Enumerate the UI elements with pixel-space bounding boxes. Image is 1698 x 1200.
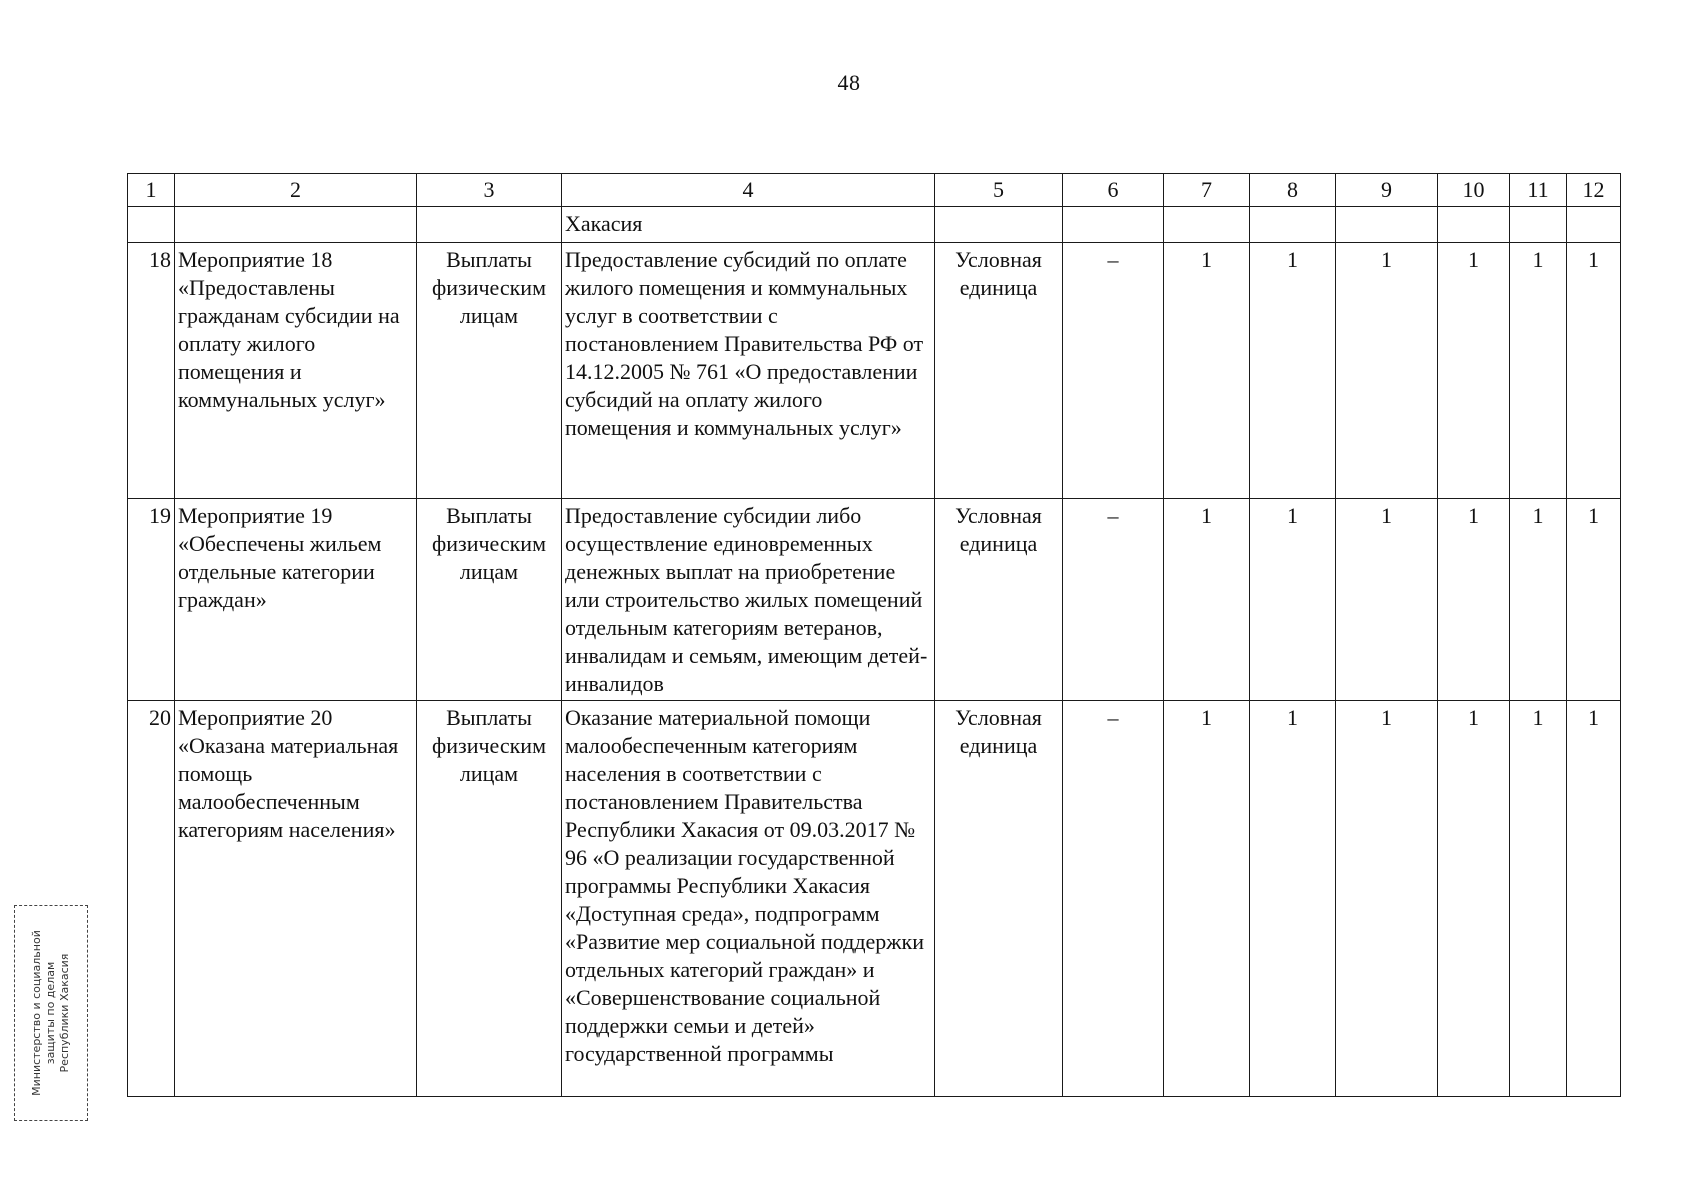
value-col10: 1 xyxy=(1438,701,1510,1097)
value-col12: 1 xyxy=(1567,701,1621,1097)
column-number: 3 xyxy=(417,174,562,207)
stamp-line: защиты по делам xyxy=(44,961,57,1065)
registration-stamp xyxy=(14,905,88,1121)
event-name: Мероприятие 20 «Оказана материальная помощь малообеспеченным категориям населения» xyxy=(175,701,417,1097)
value-col6: – xyxy=(1063,701,1164,1097)
value-col6: – xyxy=(1063,243,1164,499)
value-col8: 1 xyxy=(1250,701,1336,1097)
value-col7: 1 xyxy=(1164,499,1250,701)
value-col9: 1 xyxy=(1336,499,1438,701)
value-col11: 1 xyxy=(1510,701,1567,1097)
event-description: Предоставление субсидии либо осуществление единовременных денежных выплат на приобретение или строительство жилых помещений отдельным категориям ветеранов, инвалидам и семьям, имеющим детей-инвалидов xyxy=(562,499,935,701)
event-description: Оказание материальной помощи малообеспеченным категориям населения в соответствии с постановлением Правительства Республики Хакасия от 09.03.2017 № 96 «О реализации государственной программы Республики Хакасия «Доступная среда», подпрограмм «Развитие мер социальной поддержки отдельных категорий граждан» и «Совершенствование социальной поддержки семьи и детей» государственной программы xyxy=(562,701,935,1097)
table-row xyxy=(128,499,1621,701)
unit-of-measure: Условная единица xyxy=(935,243,1063,499)
column-number: 10 xyxy=(1438,174,1510,207)
value-col8: 1 xyxy=(1250,243,1336,499)
value-col9: 1 xyxy=(1336,701,1438,1097)
row-index: 20 xyxy=(128,701,175,1097)
value-col10: 1 xyxy=(1438,499,1510,701)
column-number: 4 xyxy=(562,174,935,207)
table-row xyxy=(128,701,1621,1097)
stamp-line: Республики Хакасия xyxy=(58,953,71,1073)
page-number: 48 xyxy=(837,70,861,95)
value-col11: 1 xyxy=(1510,499,1567,701)
value-col11: 1 xyxy=(1510,243,1567,499)
unit-of-measure: Условная единица xyxy=(935,701,1063,1097)
event-name: Мероприятие 18 «Предоставлены гражданам субсидии на оплату жилого помещения и коммунальных услуг» xyxy=(175,243,417,499)
value-col9: 1 xyxy=(1336,243,1438,499)
event-type: Выплаты физическим лицам xyxy=(417,499,562,701)
column-number: 6 xyxy=(1063,174,1164,207)
column-number: 2 xyxy=(175,174,417,207)
column-number: 8 xyxy=(1250,174,1336,207)
event-type: Выплаты физическим лицам xyxy=(417,701,562,1097)
stamp-text xyxy=(30,930,72,1096)
column-number: 5 xyxy=(935,174,1063,207)
stamp-line: Министерство и социальной xyxy=(30,930,43,1096)
table-row xyxy=(128,243,1621,499)
column-number: 7 xyxy=(1164,174,1250,207)
unit-of-measure: Условная единица xyxy=(935,499,1063,701)
column-number: 12 xyxy=(1567,174,1621,207)
column-number: 11 xyxy=(1510,174,1567,207)
value-col10: 1 xyxy=(1438,243,1510,499)
indicators-table xyxy=(127,173,1621,1097)
column-number-row xyxy=(128,174,1621,207)
value-col12: 1 xyxy=(1567,243,1621,499)
row-index: 18 xyxy=(128,243,175,499)
value-col7: 1 xyxy=(1164,243,1250,499)
value-col12: 1 xyxy=(1567,499,1621,701)
column-number: 9 xyxy=(1336,174,1438,207)
continuation-row xyxy=(128,207,1621,243)
value-col6: – xyxy=(1063,499,1164,701)
event-type: Выплаты физическим лицам xyxy=(417,243,562,499)
value-col8: 1 xyxy=(1250,499,1336,701)
event-description: Предоставление субсидий по оплате жилого помещения и коммунальных услуг в соответствии с постановлением Правительства РФ от 14.12.2005 № 761 «О предоставлении субсидий на оплату жилого помещения и коммунальных услуг» xyxy=(562,243,935,499)
row-index: 19 xyxy=(128,499,175,701)
column-number: 1 xyxy=(128,174,175,207)
value-col7: 1 xyxy=(1164,701,1250,1097)
event-name: Мероприятие 19 «Обеспечены жильем отдельные категории граждан» xyxy=(175,499,417,701)
continuation-text: Хакасия xyxy=(562,207,935,243)
